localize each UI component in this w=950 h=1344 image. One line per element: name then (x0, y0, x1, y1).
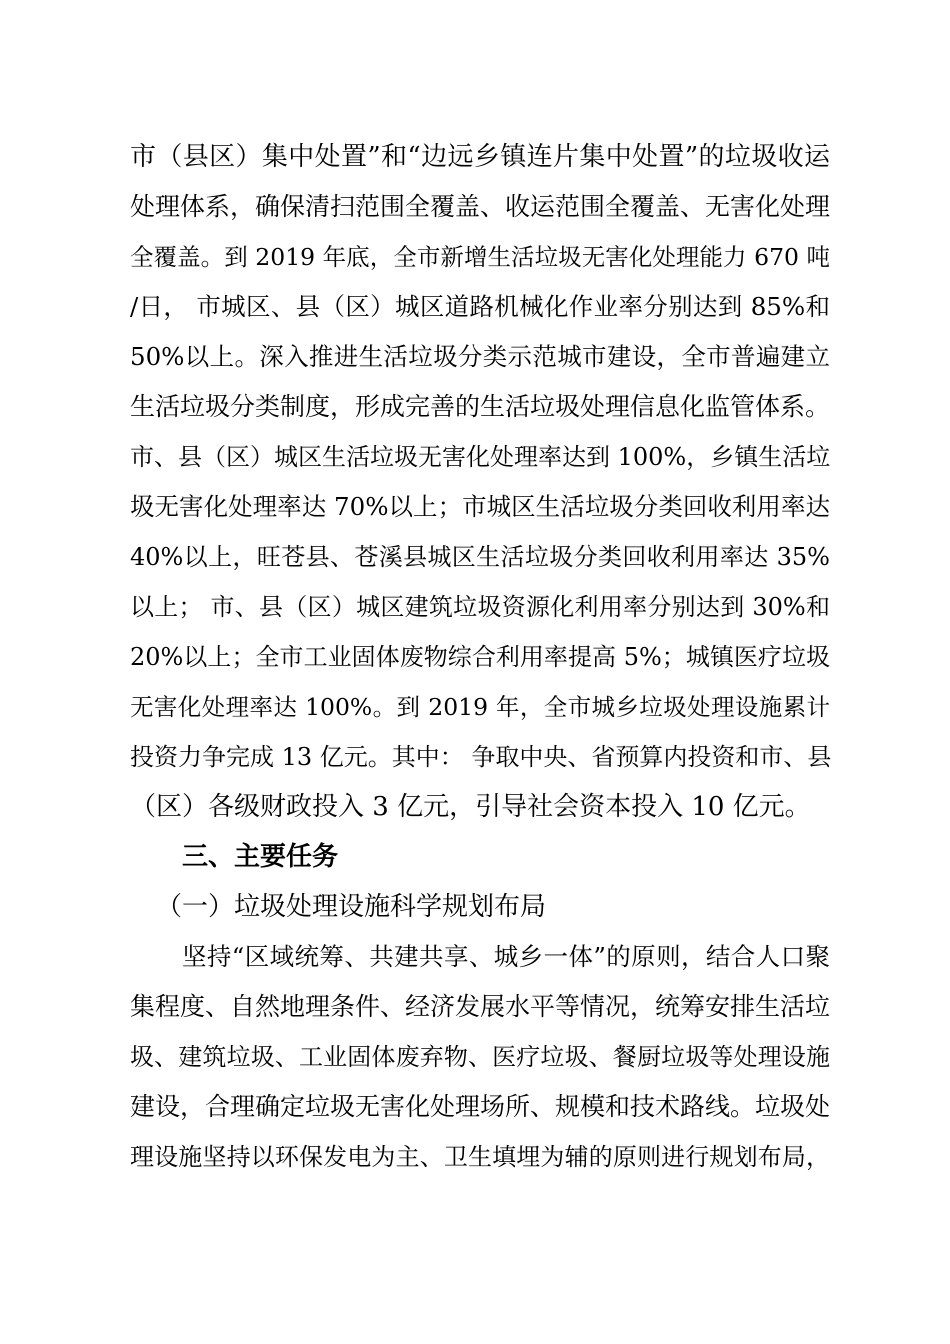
text-line: 理设施坚持以环保发电为主、卫生填埋为辅的原则进行规划布局， (130, 1143, 830, 1171)
text-line: 投资力争完成 13 亿元。其中： 争取中央、省预算内投资和市、县 (130, 743, 832, 771)
text-line: （区）各级财政投入 3 亿元，引导社会资本投入 10 亿元。 (130, 792, 811, 822)
section-heading: 三、主要任务 (182, 842, 339, 872)
text-line: 市（县区）集中处置”和“边远乡镇连片集中处置”的垃圾收运 (130, 142, 830, 172)
text-line: 生活垃圾分类制度，形成完善的生活垃圾处理信息化监管体系。 (130, 392, 831, 421)
text-line: 50%以上。深入推进生活垃圾分类示范城市建设，全市普遍建立 (130, 342, 830, 371)
text-line: 圾无害化处理率达 70%以上；市城区生活垃圾分类回收利用率达 (130, 492, 830, 521)
text-line: 坚持“区域统筹、共建共享、城乡一体”的原则，结合人口聚 (182, 942, 830, 971)
text-line: 20%以上；全市工业固体废物综合利用率提高 5%；城镇医疗垃圾 (130, 643, 830, 671)
text-line: 建设，合理确定垃圾无害化处理场所、规模和技术路线。垃圾处 (130, 1092, 831, 1121)
text-line: 处理体系，确保清扫范围全覆盖、收运范围全覆盖、无害化处理 (130, 192, 831, 221)
text-line: 市、县（区）城区生活垃圾无害化处理率达到 100%，乡镇生活垃 (130, 443, 831, 471)
text-line: 全覆盖。到 2019 年底，全市新增生活垃圾无害化处理能力 670 吨 (130, 243, 830, 271)
text-line: 无害化处理率达 100%。到 2019 年，全市城乡垃圾处理设施累计 (130, 693, 830, 721)
text-line: 集程度、自然地理条件、经济发展水平等情况，统筹安排生活垃 (130, 992, 831, 1021)
text-line: 40%以上，旺苍县、苍溪县城区生活垃圾分类回收利用率达 35% (130, 543, 830, 571)
text-line: 以上； 市、县（区）城区建筑垃圾资源化利用率分别达到 30%和 (130, 593, 830, 621)
text-line: 圾、建筑垃圾、工业固体废弃物、医疗垃圾、餐厨垃圾等处理设施 (130, 1043, 830, 1071)
text-line: /日， 市城区、县（区）城区道路机械化作业率分别达到 85%和 (130, 292, 830, 321)
subsection-heading: （一）垃圾处理设施科学规划布局 (156, 892, 547, 922)
